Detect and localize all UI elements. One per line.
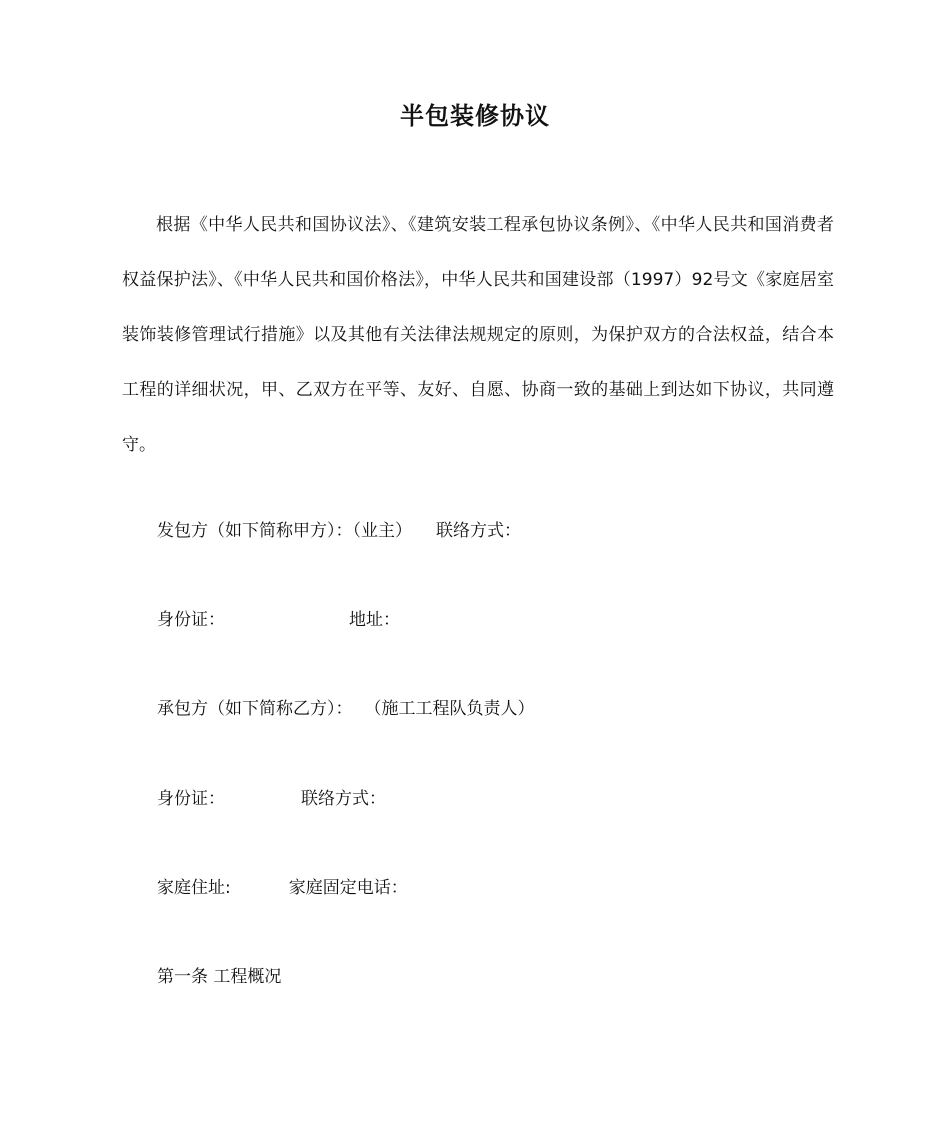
party-a-label: 发包方（如下简称甲方）：（业主） bbox=[157, 521, 412, 541]
party-a-line bbox=[157, 516, 521, 541]
party-b-line bbox=[157, 694, 535, 719]
party-a-id-line bbox=[157, 605, 400, 630]
party-a-id-label: 身份证： bbox=[157, 610, 225, 630]
intro-paragraph: 根据《中华人民共和国协议法》、《建筑安装工程承包协议条例》、《中华人民共和国消费者权益保护法》、《中华人民共和国价格法》，中华人民共和国建设部（1997）92号文《家庭居室装饰装修管理试行措施》以及其他有关法律法规规定的原则，为保护双方的合法权益，结合本工程的详细状况，甲、乙双方在平等、友好、自愿、协商一致的基础上到达如下协议，共同遵守。 bbox=[122, 215, 834, 455]
party-b-label: 承包方（如下简称乙方）： bbox=[157, 699, 353, 719]
party-a-contact-label: 联络方式： bbox=[436, 521, 521, 541]
home-address-label: 家庭住址: bbox=[157, 878, 231, 898]
party-b-contact-label: 联络方式： bbox=[301, 789, 386, 809]
party-b-note: （施工工程队负责人） bbox=[364, 699, 535, 719]
party-a-address-label: 地址： bbox=[349, 610, 400, 630]
article-1-heading: 第一条 工程概况 bbox=[157, 967, 282, 987]
document-title: 半包装修协议 bbox=[400, 102, 550, 130]
home-line bbox=[157, 873, 408, 898]
party-b-id-label: 身份证： bbox=[157, 789, 225, 809]
home-phone-label: 家庭固定电话： bbox=[288, 878, 408, 898]
party-b-id-line bbox=[157, 784, 386, 809]
